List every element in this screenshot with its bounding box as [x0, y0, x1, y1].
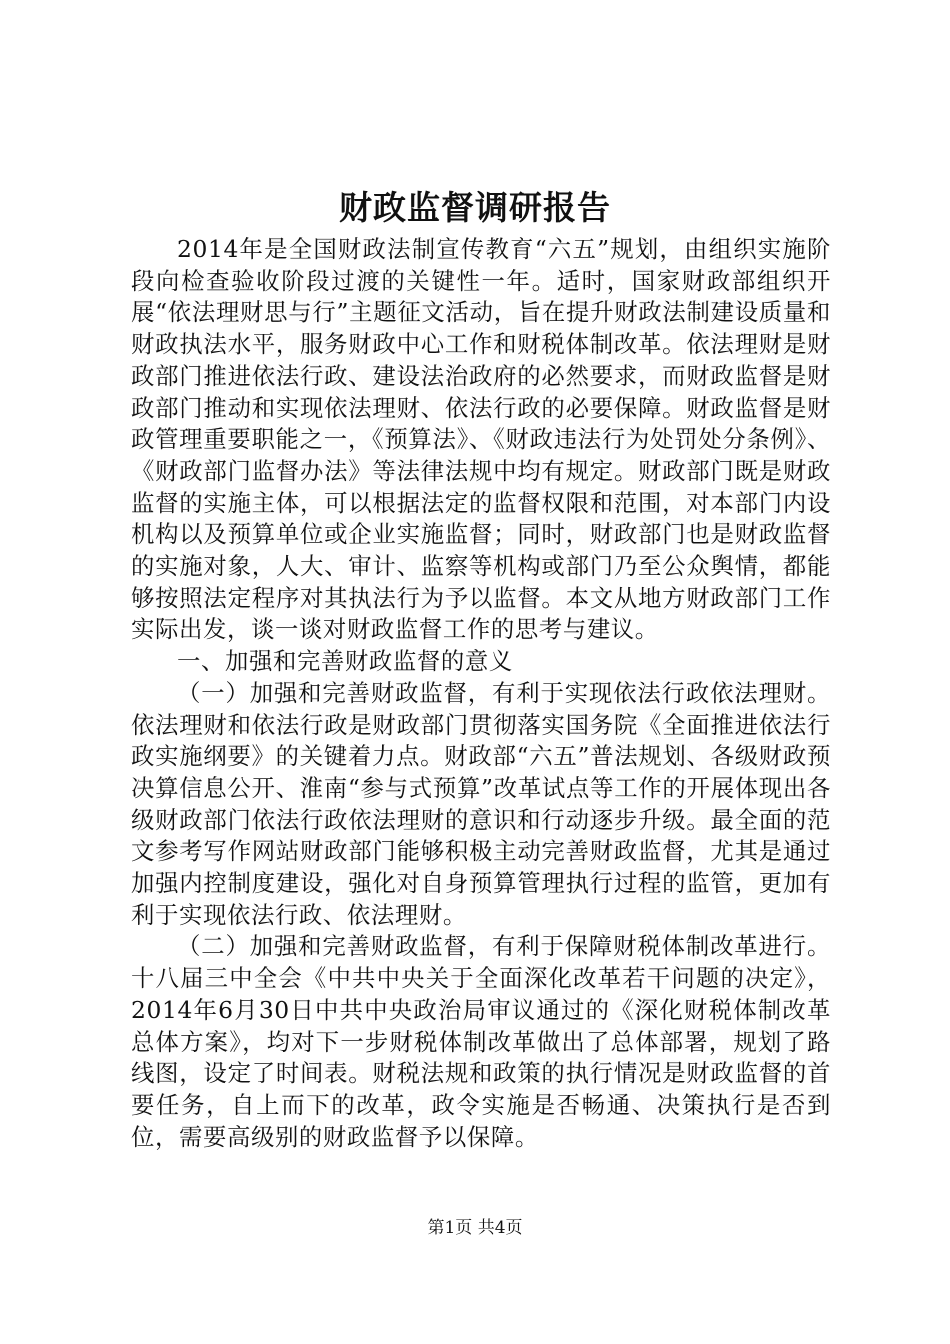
- document-body: [131, 234, 831, 1153]
- subsection-paragraph-2: （二）加强和完善财政监督，有利于保障财税体制改革进行。十八届三中全会《中共中央关于全面深化改革若干问题的决定》，2014年6月30日中共中央政治局审议通过的《深化财税体制改革总体方案》，均对下一步财税体制改革做出了总体部署，规划了路线图，设定了时间表。财税法规和政策的执行情况是财政监督的首要任务，自上而下的改革，政令实施是否畅通、决策执行是否到位，需要高级别的财政监督予以保障。: [131, 932, 831, 1151]
- page-footer: 第1页 共4页: [427, 1218, 523, 1238]
- section-heading-1: 一、加强和完善财政监督的意义: [177, 647, 513, 676]
- subsection-paragraph-1: （一）加强和完善财政监督，有利于实现依法行政依法理财。依法理财和依法行政是财政部门贯彻落实国务院《全面推进依法行政实施纲要》的关键着力点。财政部“六五”普法规划、各级财政预决算信息公开、淮南“参与式预算”改革试点等工作的开展体现出各级财政部门依法行政依法理财的意识和行动逐步升级。最全面的范文参考写作网站财政部门能够积极主动完善财政监督，尤其是通过加强内控制度建设，强化对自身预算管理执行过程的监管，更加有利于实现依法行政、依法理财。: [131, 678, 831, 929]
- intro-paragraph: 2014年是全国财政法制宣传教育“六五”规划，由组织实施阶段向检查验收阶段过渡的关键性一年。适时，国家财政部组织开展“依法理财思与行”主题征文活动，旨在提升财政法制建设质量和财政执法水平，服务财政中心工作和财税体制改革。依法理财是财政部门推进依法行政、建设法治政府的必然要求，而财政监督是财政部门推动和实现依法理财、依法行政的必要保障。财政监督是财政管理重要职能之一，《预算法》、《财政违法行为处罚处分条例》、《财政部门监督办法》等法律法规中均有规定。财政部门既是财政监督的实施主体，可以根据法定的监督权限和范围，对本部门内设机构以及预算单位或企业实施监督；同时，财政部门也是财政监督的实施对象，人大、审计、监察等机构或部门乃至公众舆情，都能够按照法定程序对其执法行为予以监督。本文从地方财政部门工作实际出发，谈一谈对财政监督工作的思考与建议。: [131, 235, 831, 644]
- document-title: 财政监督调研报告: [339, 188, 611, 227]
